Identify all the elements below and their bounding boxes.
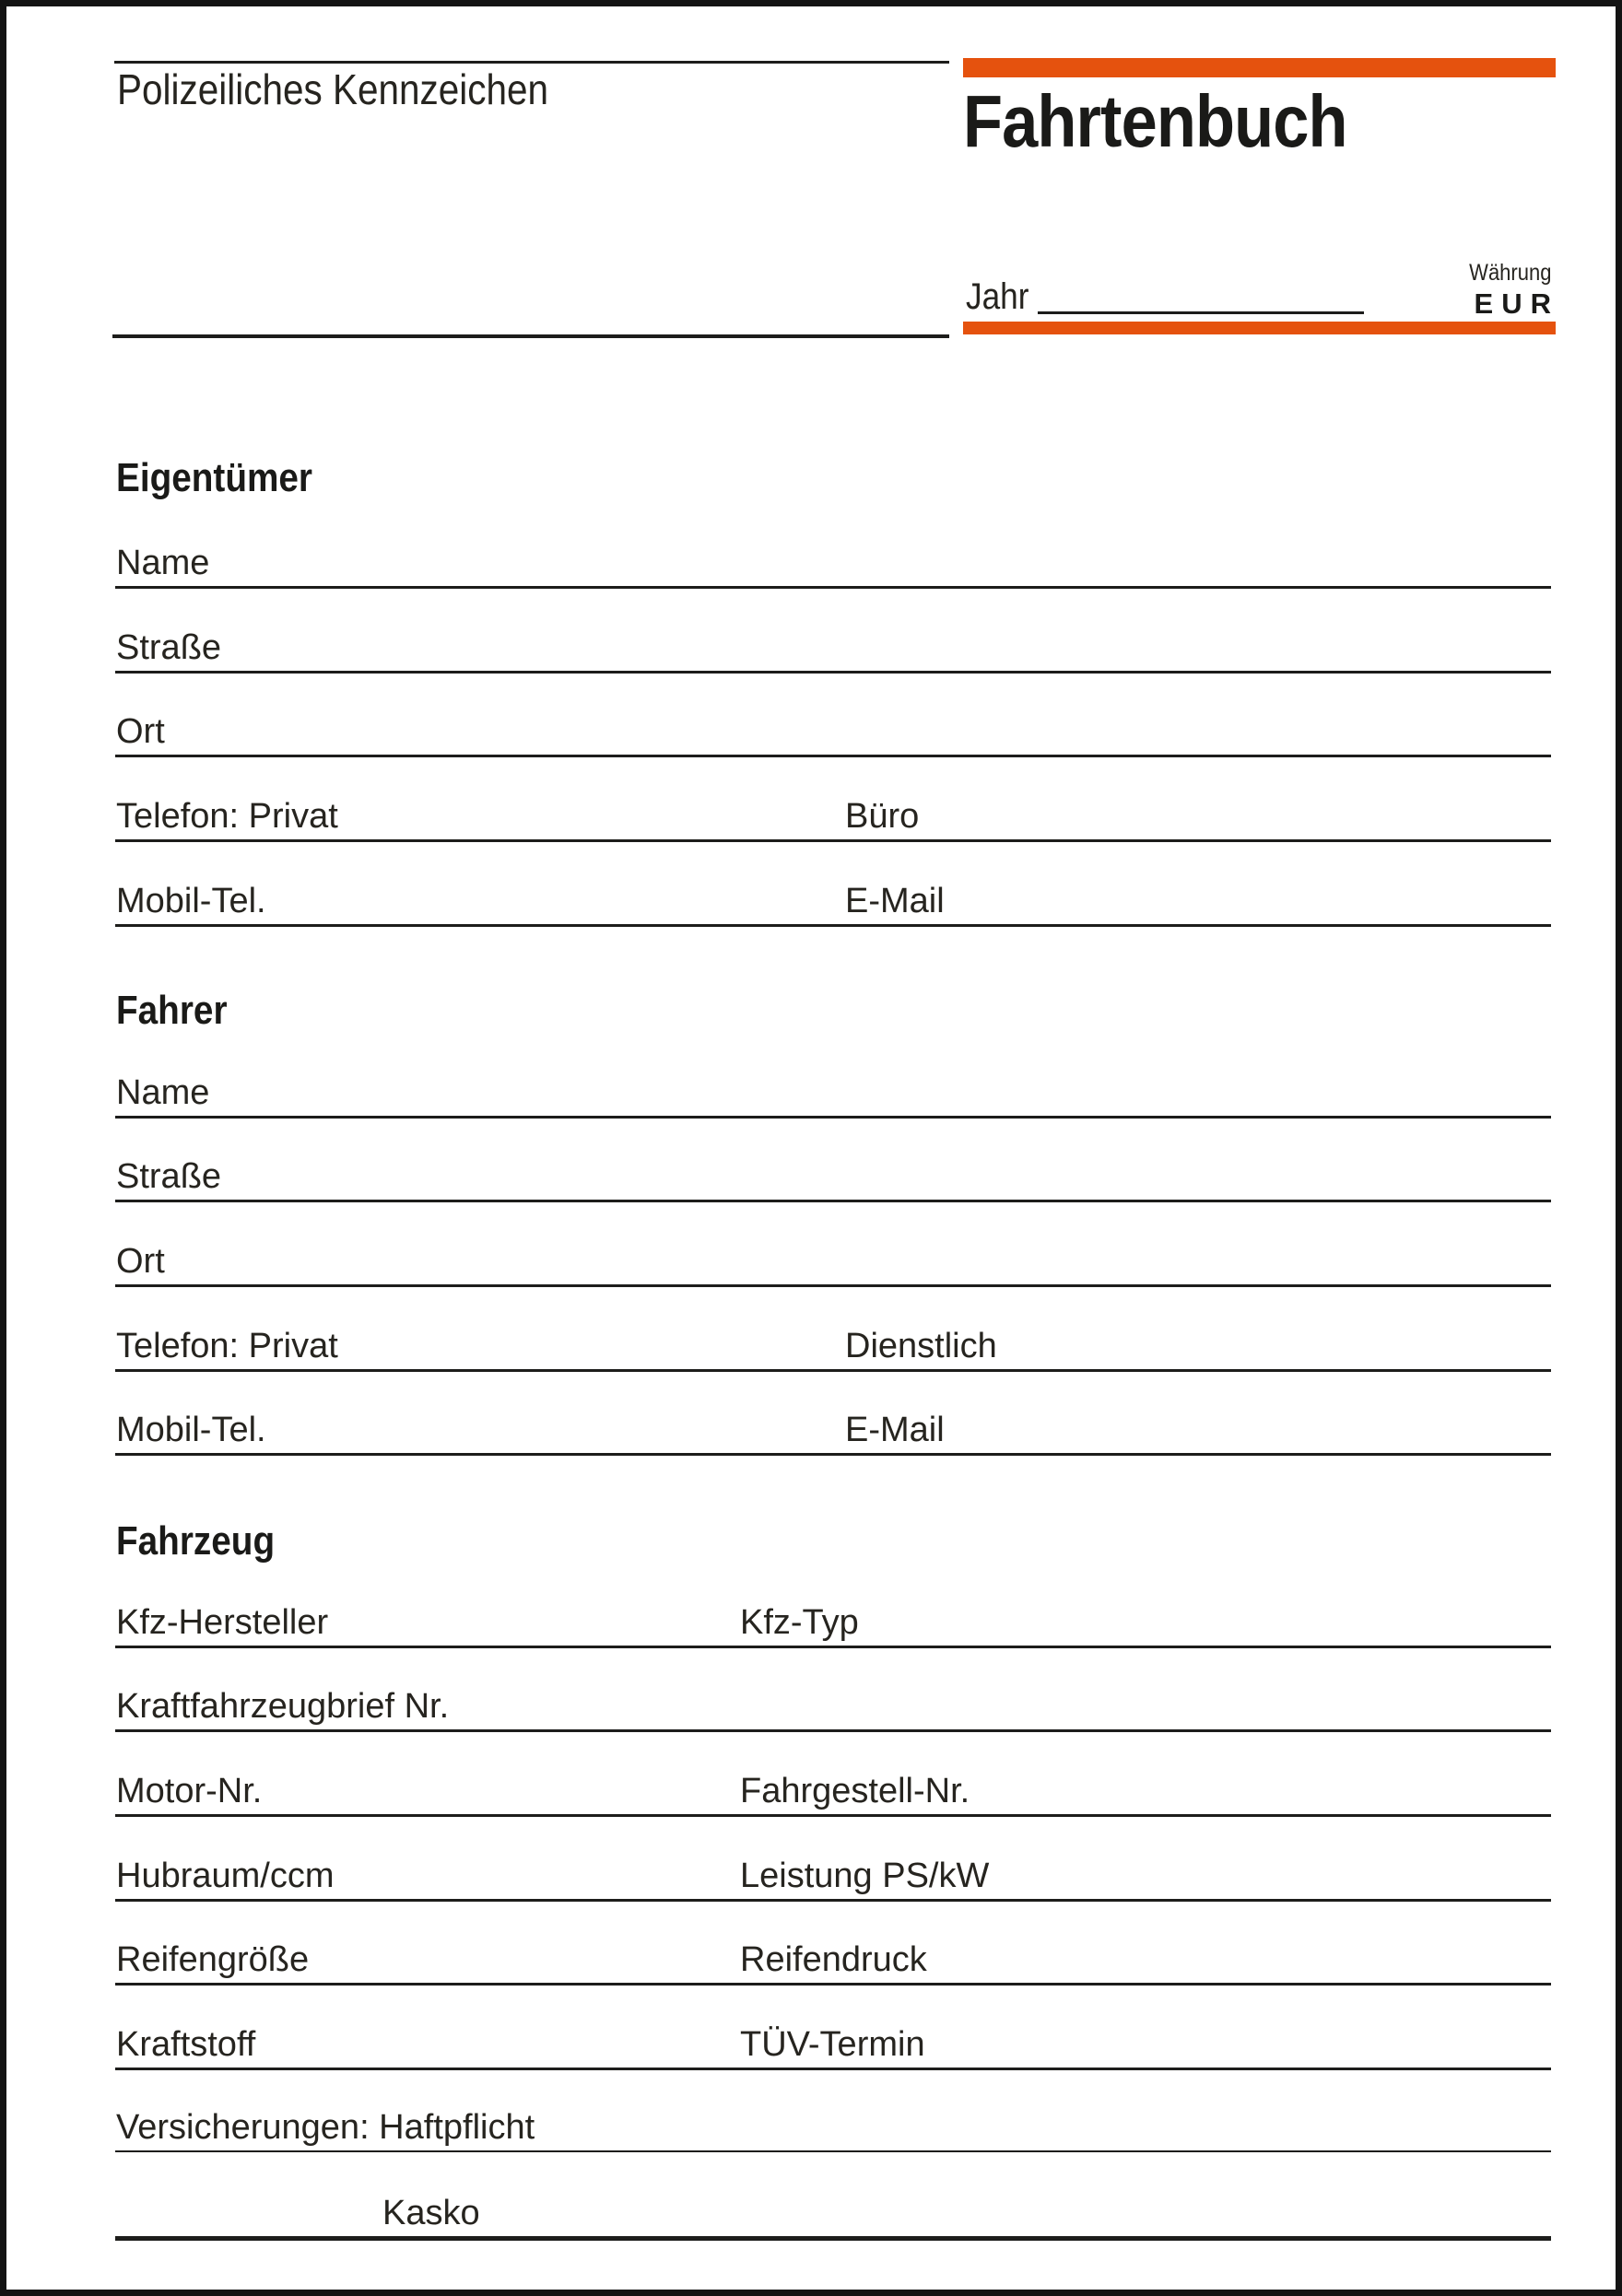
field-label: Mobil-Tel.: [116, 1411, 266, 1450]
field-label: Straße: [116, 1157, 222, 1197]
field-label: Ort: [116, 1242, 165, 1282]
field-label: Straße: [116, 628, 222, 668]
year-label-text: Jahr: [966, 276, 1029, 317]
field-label: Kraftstoff: [116, 2025, 256, 2065]
field-label: Telefon: Privat: [116, 1327, 338, 1366]
field-label-second-column: Fahrgestell-Nr.: [740, 1772, 970, 1811]
field-label-second-column: Reifendruck: [740, 1940, 927, 1980]
field-label: Versicherungen: Haftpflicht: [116, 2108, 535, 2148]
field-label: Mobil-Tel.: [116, 882, 266, 921]
field-label-second-column: Kfz-Typ: [740, 1603, 859, 1643]
field-label: Kraftfahrzeugbrief Nr.: [116, 1687, 450, 1727]
plate-label-text: Polizeiliches Kennzeichen: [117, 65, 549, 113]
section-heading-text: Eigentümer: [116, 455, 313, 500]
field-label-second-column: E-Mail: [845, 1411, 945, 1450]
currency-code: EUR: [1474, 287, 1559, 320]
field-label: Telefon: Privat: [116, 797, 338, 837]
field-label-second-column: Dienstlich: [845, 1327, 997, 1366]
field-label: Name: [116, 544, 210, 583]
page-title-text: Fahrtenbuch: [963, 80, 1347, 162]
field-label: Hubraum/ccm: [116, 1857, 335, 1896]
field-label: Motor-Nr.: [116, 1772, 263, 1811]
field-label: Ort: [116, 712, 165, 752]
field-label-second-column: Büro: [845, 797, 920, 837]
field-label-second-column: Leistung PS/kW: [740, 1857, 990, 1896]
field-label-second-column: E-Mail: [845, 882, 945, 921]
field-label-kasko: Kasko: [382, 2194, 480, 2233]
currency-caption-text: Währung: [1468, 260, 1551, 286]
field-label: Reifengröße: [116, 1940, 310, 1980]
section-heading-text: Fahrzeug: [116, 1518, 276, 1564]
field-label: Name: [116, 1073, 210, 1113]
field-label-second-column: TÜV-Termin: [740, 2025, 925, 2065]
section-heading-text: Fahrer: [116, 988, 228, 1033]
field-label: Kfz-Hersteller: [116, 1603, 329, 1643]
